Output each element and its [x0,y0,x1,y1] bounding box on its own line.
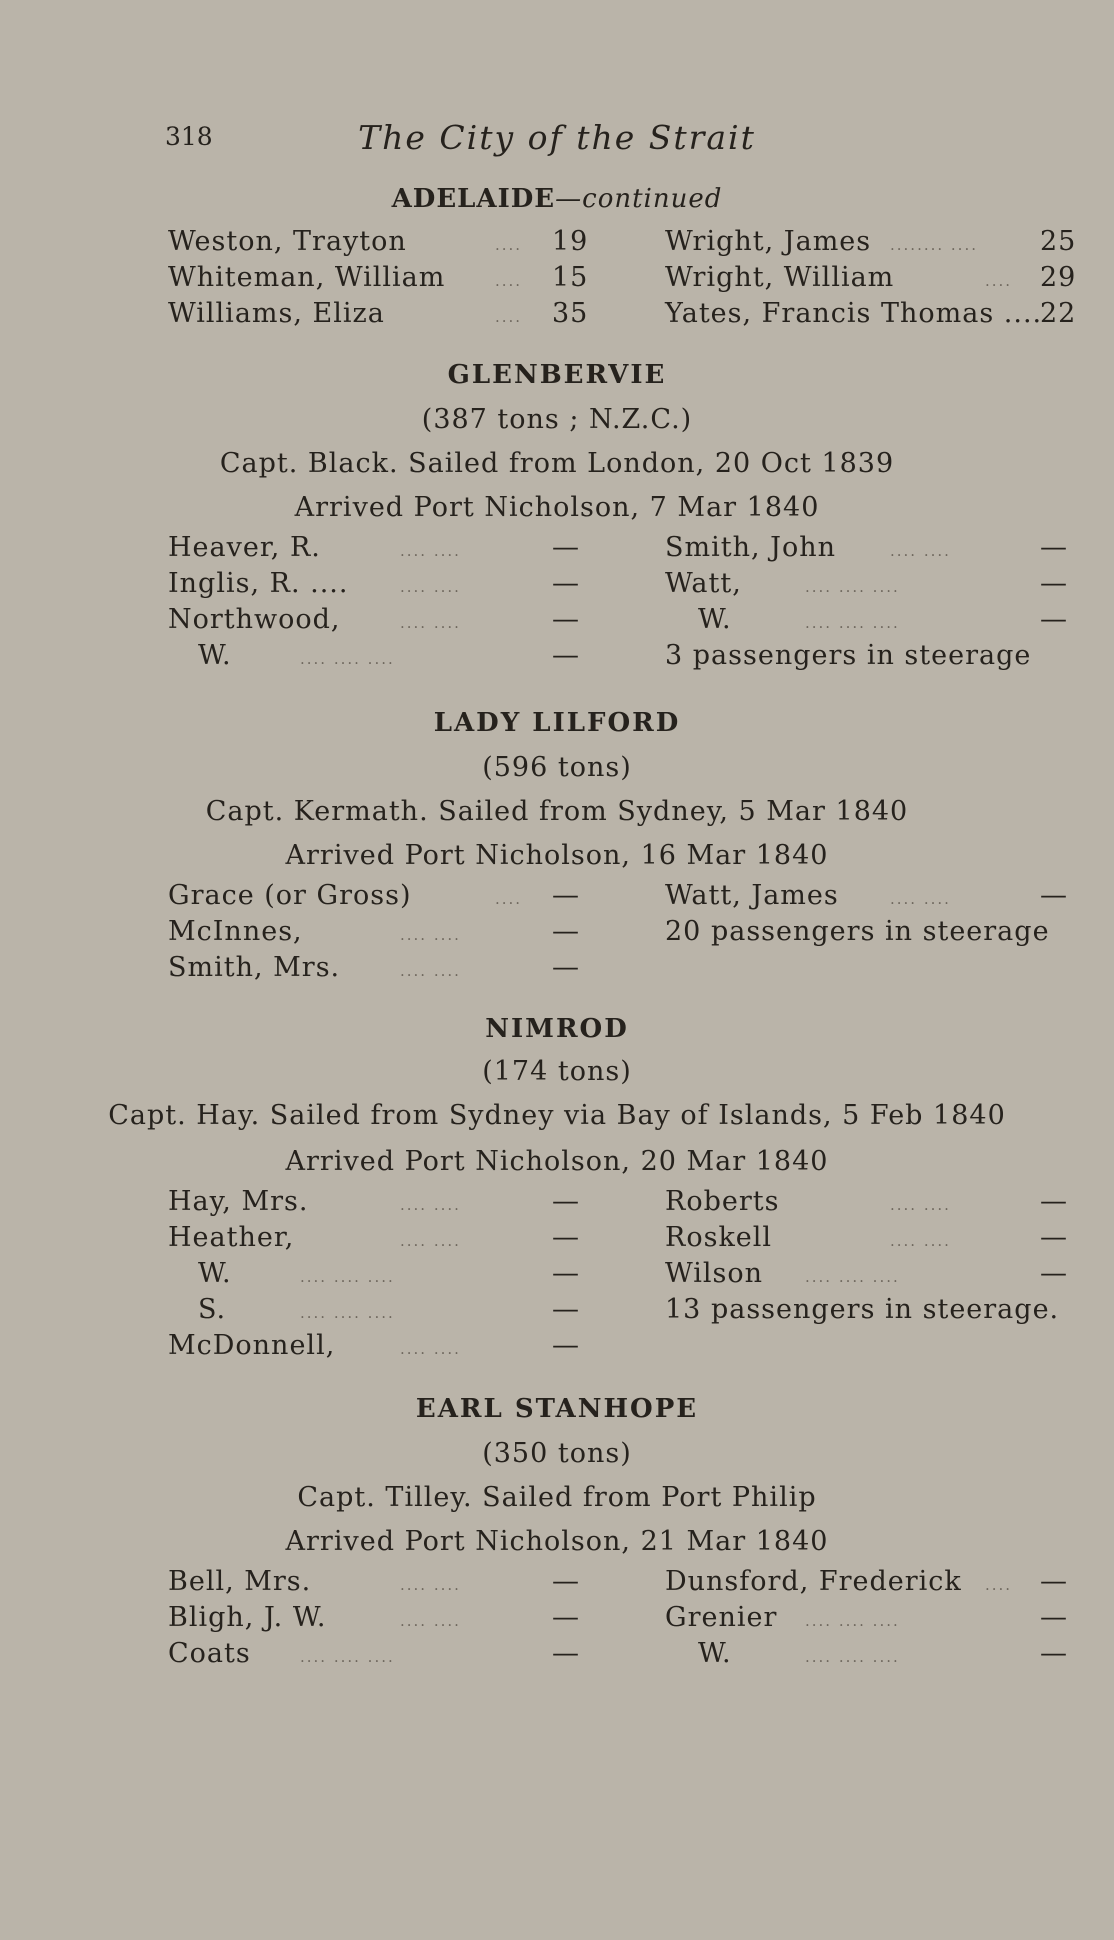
passenger-age: — [1040,568,1068,599]
leader-dots: .... .... [400,578,461,596]
ship-captain-line: Capt. Kermath. Sailed from Sydney, 5 Mar 1840 [205,796,909,827]
ship-captain-line: Capt. Tilley. Sailed from Port Philip [297,1482,817,1513]
ship-captain-line: Capt. Black. Sailed from London, 20 Oct 1839 [219,448,895,479]
passenger-name: Hay, Mrs. [168,1186,309,1217]
leader-dots: .... .... [400,614,461,632]
passenger-name: Bligh, J. W. [168,1602,327,1633]
passenger-name: W. [198,1258,232,1289]
passenger-name: Heaver, R. [168,532,321,563]
list-item [0,298,1114,334]
section-title-suffix: —continued [555,184,723,214]
leader-dots: .... [495,272,523,290]
leader-dots: .... [495,308,523,326]
section-title-nimrod: NIMROD [485,1014,629,1044]
ship-tonnage: (174 tons) [482,1056,632,1087]
passenger-age: — [1040,1222,1068,1253]
leader-dots: .... .... [400,926,461,944]
leader-dots: .... [985,1576,1013,1594]
list-item [0,1330,1114,1366]
passenger-age: — [552,1602,580,1633]
passenger-name: Inglis, R. .... [168,568,349,599]
passenger-age: — [552,604,580,635]
passenger-age: — [1040,1258,1068,1289]
passenger-age: 35 [552,298,589,329]
passenger-age: — [552,1186,580,1217]
passenger-name: Whiteman, William [168,262,446,293]
passenger-name: S. [198,1294,227,1325]
list-item [0,604,1114,640]
list-item [0,1602,1114,1638]
list-item [0,532,1114,568]
passenger-name: Williams, Eliza [168,298,385,329]
passenger-name: Coats [168,1638,251,1669]
passenger-age: — [552,952,580,983]
passenger-age: — [552,568,580,599]
passenger-name: W. [698,604,732,635]
section-title-lady-lilford: LADY LILFORD [433,708,681,738]
passenger-age: — [1040,880,1068,911]
leader-dots: .... .... [400,962,461,980]
leader-dots: .... .... [890,1232,951,1250]
ship-arrival-line: Arrived Port Nicholson, 7 Mar 1840 [294,492,820,523]
passenger-name: W. [698,1638,732,1669]
list-item [0,880,1114,916]
passenger-age: — [1040,1602,1068,1633]
list-item [0,1566,1114,1602]
list-item [0,568,1114,604]
passenger-age: 25 [1040,226,1077,257]
ship-tonnage: (596 tons) [482,752,632,783]
leader-dots: .... .... .... [805,578,900,596]
passenger-age: — [1040,532,1068,563]
passenger-name: Grace (or Gross) [168,880,412,911]
passenger-age: — [552,880,580,911]
passenger-age: — [552,1330,580,1361]
passenger-age: — [1040,1638,1068,1669]
leader-dots: .... .... .... [300,1304,395,1322]
list-item [0,1258,1114,1294]
section-title-adelaide [0,184,1114,214]
list-item [0,262,1114,298]
leader-dots: .... [985,272,1013,290]
ship-arrival-line: Arrived Port Nicholson, 21 Mar 1840 [285,1526,829,1557]
passenger-age: — [1040,1566,1068,1597]
leader-dots: .... .... .... [805,614,900,632]
leader-dots: .... .... [400,1340,461,1358]
passenger-name: Wright, William [665,262,895,293]
passenger-name: Smith, John [665,532,836,563]
passenger-name: Smith, Mrs. [168,952,341,983]
list-item [0,952,1114,988]
ship-arrival-line: Arrived Port Nicholson, 16 Mar 1840 [285,840,829,871]
passenger-age: 15 [552,262,589,293]
passenger-name: Wilson [665,1258,764,1289]
passenger-name: McDonnell, [168,1330,336,1361]
leader-dots: .... .... [890,542,951,560]
ship-arrival-line: Arrived Port Nicholson, 20 Mar 1840 [285,1146,829,1177]
leader-dots: .... .... [400,1196,461,1214]
leader-dots: .... .... .... [805,1612,900,1630]
passenger-name: Grenier [665,1602,778,1633]
passenger-age: — [552,916,580,947]
section-title-earl-stanhope: EARL STANHOPE [415,1394,699,1424]
leader-dots: .... .... [890,890,951,908]
passenger-age: — [1040,1186,1068,1217]
passenger-age: — [552,1638,580,1669]
leader-dots: .... [495,236,523,254]
leader-dots: .... [495,890,523,908]
page-header [0,118,1114,158]
leader-dots: .... .... .... [300,1268,395,1286]
passenger-name: Dunsford, Frederick [665,1566,962,1597]
passenger-name: McInnes, [168,916,303,947]
list-item [0,226,1114,262]
ship-tonnage: (387 tons ; N.Z.C.) [421,404,693,435]
list-item [0,1222,1114,1258]
leader-dots: .... .... [400,1576,461,1594]
passenger-age: 22 [1040,298,1077,329]
passenger-age: — [552,640,580,671]
leader-dots: .... .... [400,1612,461,1630]
section-title-glenbervie: GLENBERVIE [447,360,667,390]
steerage-note: 20 passengers in steerage [665,916,1050,947]
list-item [0,1294,1114,1330]
passenger-age: 19 [552,226,589,257]
list-item [0,916,1114,952]
leader-dots: .... .... [400,1232,461,1250]
list-item [0,1186,1114,1222]
passenger-name: Yates, Francis Thomas .... [665,298,1043,329]
passenger-name: Weston, Trayton [168,226,407,257]
passenger-age: — [552,1566,580,1597]
running-title: The City of the Strait [358,118,756,157]
passenger-name: Heather, [168,1222,295,1253]
ship-tonnage: (350 tons) [482,1438,632,1469]
passenger-name: W. [198,640,232,671]
passenger-name: Roberts [665,1186,780,1217]
passenger-name: Watt, James [665,880,839,911]
steerage-note: 3 passengers in steerage [665,640,1032,671]
ship-captain-line: Capt. Hay. Sailed from Sydney via Bay of Islands, 5 Feb 1840 [108,1100,1006,1131]
leader-dots: ........ .... [890,236,978,254]
list-item [0,1638,1114,1674]
section-title-text: ADELAIDE [391,184,556,214]
passenger-age: — [1040,604,1068,635]
leader-dots: .... .... .... [805,1648,900,1666]
passenger-age: — [552,1294,580,1325]
passenger-name: Northwood, [168,604,341,635]
list-item [0,640,1114,676]
passenger-age: — [552,1258,580,1289]
steerage-note: 13 passengers in steerage. [665,1294,1060,1325]
passenger-age: 29 [1040,262,1077,293]
passenger-age: — [552,532,580,563]
page-number: 318 [165,122,213,151]
leader-dots: .... .... .... [300,650,395,668]
passenger-name: Watt, [665,568,742,599]
passenger-age: — [552,1222,580,1253]
leader-dots: .... .... .... [805,1268,900,1286]
passenger-name: Roskell [665,1222,773,1253]
leader-dots: .... .... [400,542,461,560]
leader-dots: .... .... [890,1196,951,1214]
passenger-name: Bell, Mrs. [168,1566,312,1597]
passenger-name: Wright, James [665,226,872,257]
leader-dots: .... .... .... [300,1648,395,1666]
